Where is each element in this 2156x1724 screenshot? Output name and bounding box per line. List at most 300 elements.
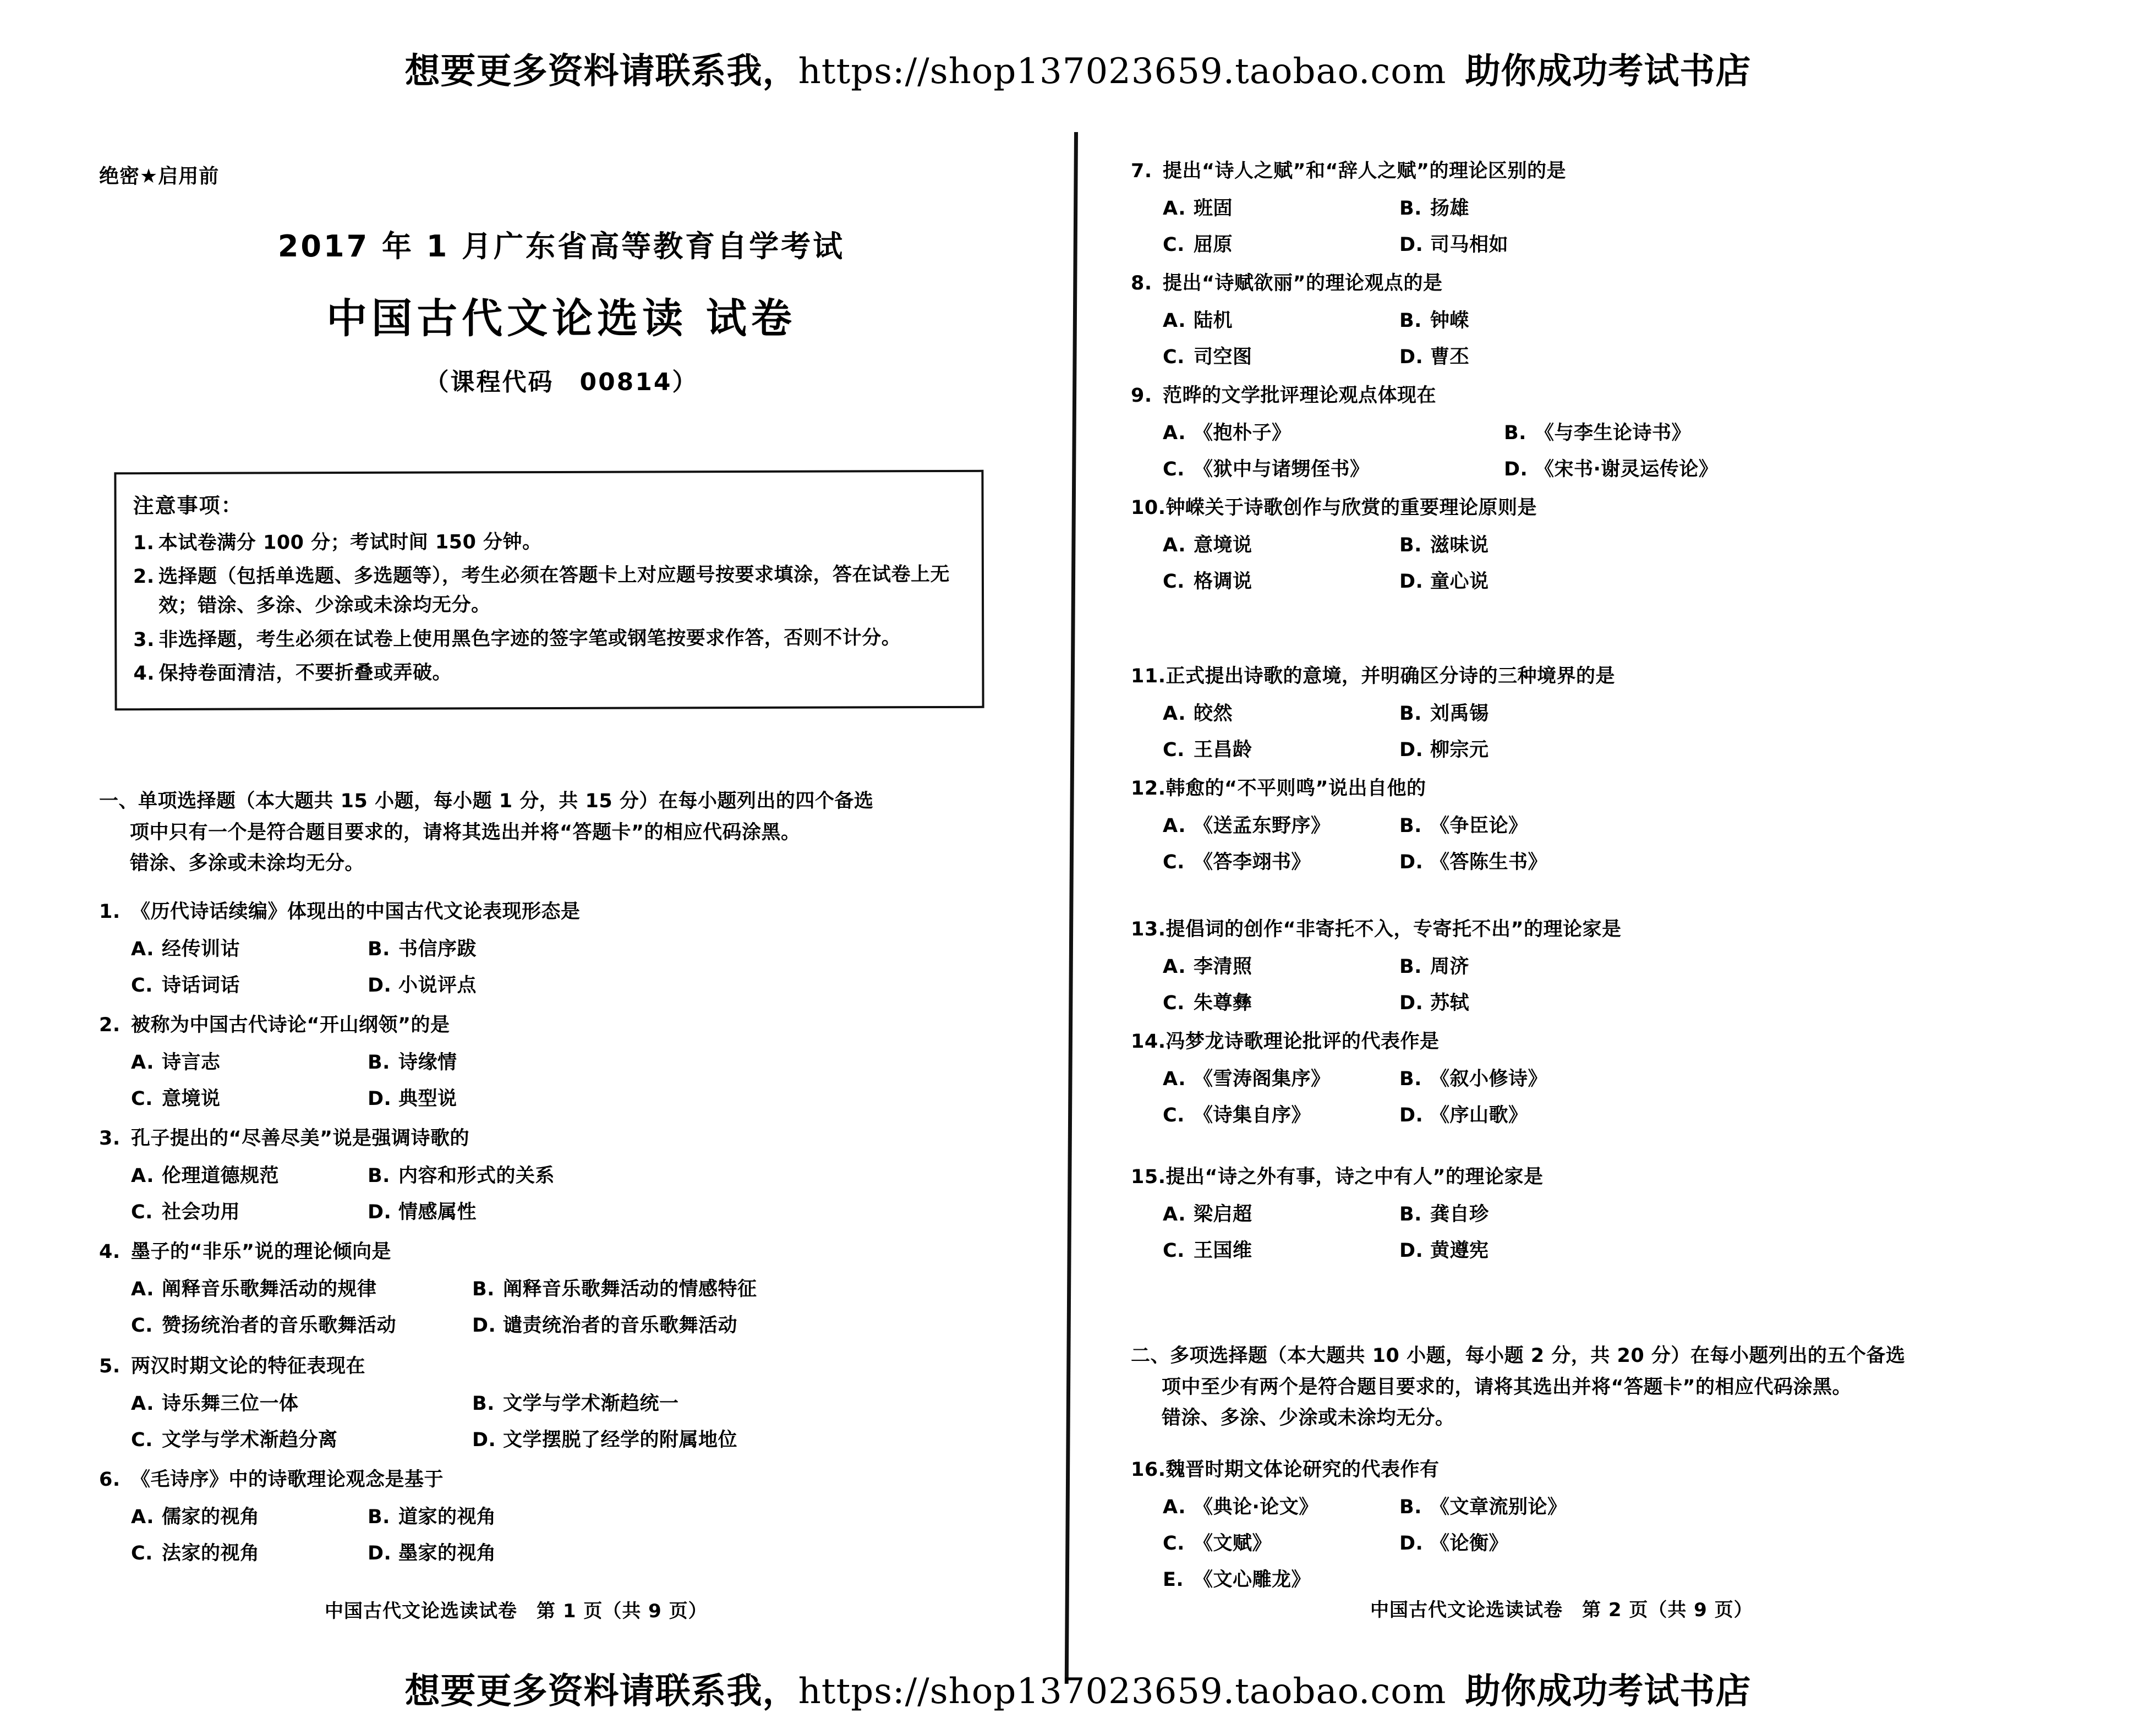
question-text: 被称为中国古代诗论“开山纲领”的是 <box>131 1014 450 1036</box>
question-text: 提出“诗之外有事，诗之中有人”的理论家是 <box>1165 1166 1544 1188</box>
option-label: A. <box>131 1164 155 1187</box>
question-text: 孔子提出的“尽善尽美”说是强调诗歌的 <box>131 1128 470 1150</box>
notice-item <box>133 623 965 654</box>
option-text: 伦理道德规范 <box>162 1164 280 1187</box>
question-number: 5. <box>99 1355 121 1377</box>
option-row <box>99 1201 1035 1224</box>
option-label: A. <box>1163 422 1186 444</box>
option-text: 王国维 <box>1194 1239 1252 1262</box>
option-row <box>1131 1104 2094 1127</box>
option-label: D. <box>1399 346 1424 368</box>
option-label: D. <box>368 1087 392 1110</box>
option-text: 情感属性 <box>398 1201 477 1223</box>
option-text: 《文心雕龙》 <box>1194 1568 1311 1591</box>
notice-item-number: 1. <box>133 532 155 555</box>
option-label: C. <box>1163 346 1185 368</box>
question-text: 提出“诗赋欲丽”的理论观点的是 <box>1163 272 1443 294</box>
option-text: 童心说 <box>1430 570 1489 593</box>
question-item <box>1131 665 2094 762</box>
question-item <box>99 1468 1035 1565</box>
option-row <box>1131 1239 2094 1262</box>
notice-item-number: 3. <box>133 628 155 651</box>
option-text: 诗乐舞三位一体 <box>162 1392 299 1415</box>
option-label: A. <box>131 1506 155 1528</box>
notice-item-number: 2. <box>133 566 155 588</box>
option-label: B. <box>1399 1203 1422 1225</box>
option-c[interactable] <box>1131 851 1399 874</box>
option-label: C. <box>131 974 153 997</box>
option-label: D. <box>1399 992 1424 1014</box>
question-stem <box>1131 918 2094 942</box>
watermark-shop-name: 助你成功考试书店 <box>1465 51 1752 92</box>
option-d[interactable] <box>1399 738 2094 762</box>
option-a[interactable] <box>1131 702 1399 725</box>
watermark-url: https://shop137023659.taobao.com <box>798 51 1447 92</box>
option-b[interactable] <box>368 1164 1035 1187</box>
question-number: 15. <box>1131 1166 1166 1188</box>
option-label: A. <box>1163 814 1186 837</box>
option-d[interactable] <box>1399 1239 2094 1262</box>
question-text: 钟嵘关于诗歌创作与欣赏的重要理论原则是 <box>1165 497 1537 519</box>
question-stem <box>1131 272 2094 296</box>
notice-item <box>133 527 965 558</box>
option-label: C. <box>1163 851 1185 873</box>
option-c[interactable] <box>1131 346 1399 369</box>
question-text: 提倡词的创作“非寄托不入，专寄托不出”的理论家是 <box>1165 918 1622 940</box>
option-label: A. <box>1163 1203 1186 1225</box>
option-row <box>1131 955 2094 978</box>
option-label: A. <box>1163 702 1186 725</box>
question-stem <box>1131 777 2094 801</box>
option-e[interactable] <box>1131 1568 1311 1591</box>
option-text: 皎然 <box>1194 702 1233 725</box>
option-text: 《诗集自序》 <box>1194 1104 1311 1126</box>
option-d[interactable] <box>368 1087 1035 1110</box>
question-item <box>99 1014 1035 1110</box>
option-label: B. <box>368 1506 390 1528</box>
option-text: 谴责统治者的音乐歌舞活动 <box>503 1314 738 1337</box>
option-d[interactable] <box>1504 458 2094 481</box>
option-c[interactable] <box>1131 233 1399 256</box>
option-text: 《答陈生书》 <box>1430 851 1548 873</box>
option-text: 《雪涛阁集序》 <box>1194 1068 1331 1090</box>
notice-item-number: 4. <box>133 662 155 685</box>
question-item <box>1131 1458 2094 1591</box>
question-item <box>1131 160 2094 256</box>
question-number: 6. <box>99 1469 121 1491</box>
option-text: 《宋书·谢灵运传论》 <box>1535 458 1719 480</box>
option-text: 《文章流别论》 <box>1430 1496 1567 1518</box>
option-text: 王昌龄 <box>1194 738 1252 761</box>
option-label: C. <box>1163 1239 1185 1262</box>
question-text: 两汉时期文论的特征表现在 <box>131 1355 366 1377</box>
bottom-watermark <box>0 1663 2156 1714</box>
page-title: 中国古代文论选读 试卷 <box>326 295 796 342</box>
watermark-shop-name: 助你成功考试书店 <box>1465 1671 1752 1712</box>
option-c[interactable] <box>99 1087 368 1110</box>
option-text: 《狱中与诸甥侄书》 <box>1194 458 1370 480</box>
option-row <box>1131 233 2094 256</box>
option-text: 《叙小修诗》 <box>1430 1068 1548 1090</box>
option-b[interactable] <box>1399 309 2094 332</box>
option-row <box>1131 458 2094 481</box>
section-heading-single-choice <box>99 786 1035 879</box>
option-text: 扬雄 <box>1430 197 1470 220</box>
option-text: 司空图 <box>1194 346 1252 368</box>
option-text: 阐释音乐歌舞活动的规律 <box>162 1278 377 1300</box>
option-b[interactable] <box>1504 422 2094 445</box>
option-c[interactable] <box>1131 1239 1399 1262</box>
question-item <box>1131 384 2094 481</box>
question-stem <box>1131 1165 2094 1190</box>
option-text: 陆机 <box>1194 309 1233 332</box>
right-page <box>1131 0 2121 1724</box>
option-a[interactable] <box>1131 1203 1399 1226</box>
question-number: 4. <box>99 1241 121 1263</box>
question-item <box>1131 1030 2094 1127</box>
question-stem <box>1131 1030 2094 1054</box>
option-b[interactable] <box>472 1392 1035 1415</box>
option-label: C. <box>1163 458 1185 480</box>
option-label: B. <box>1399 197 1422 220</box>
option-row <box>1131 346 2094 369</box>
question-item <box>1131 272 2094 369</box>
option-text: 文学与学术渐趋统一 <box>503 1392 679 1415</box>
option-c[interactable] <box>1131 458 1504 481</box>
option-text: 文学摆脱了经学的附属地位 <box>503 1429 738 1451</box>
option-d[interactable] <box>1399 1532 2094 1555</box>
question-text: 提出“诗人之赋”和“辞人之赋”的理论区别的是 <box>1163 160 1567 182</box>
option-c[interactable] <box>99 974 368 997</box>
question-text: 墨子的“非乐”说的理论倾向是 <box>131 1241 392 1263</box>
option-a[interactable] <box>1131 422 1504 445</box>
option-label: D. <box>1399 851 1424 873</box>
option-label: A. <box>1163 955 1186 978</box>
option-text: 典型说 <box>398 1087 457 1110</box>
option-label: B. <box>1399 1068 1422 1090</box>
question-item <box>1131 918 2094 1015</box>
option-b[interactable] <box>1399 955 2094 978</box>
option-text: 司马相如 <box>1430 233 1509 256</box>
option-c[interactable] <box>99 1542 368 1565</box>
question-text: 魏晋时期文体论研究的代表作有 <box>1165 1459 1440 1481</box>
option-label: A. <box>1163 1496 1186 1518</box>
option-d[interactable] <box>1399 233 2094 256</box>
question-stem <box>99 1014 1035 1038</box>
option-text: 黄遵宪 <box>1430 1239 1489 1262</box>
option-c[interactable] <box>99 1314 472 1337</box>
option-text: 《典论·论文》 <box>1194 1496 1318 1518</box>
question-text: 《历代诗话续编》体现出的中国古代文论表现形态是 <box>131 901 581 923</box>
option-row <box>99 938 1035 961</box>
option-d[interactable] <box>472 1429 1035 1452</box>
question-number: 8. <box>1131 272 1152 294</box>
question-text: 韩愈的“不平则鸣”说出自他的 <box>1165 778 1426 800</box>
notice-item-text: 选择题（包括单选题、多选题等），考生必须在答题卡上对应题号按要求填涂，答在试卷上无效；错涂、多涂、少涂或未涂均无分。 <box>158 563 950 617</box>
option-label: D. <box>1399 1532 1424 1555</box>
option-row <box>1131 992 2094 1015</box>
watermark-lead-text: 想要更多资料请联系我， <box>404 1671 798 1712</box>
option-text: 道家的视角 <box>398 1506 496 1528</box>
section-heading-line3: 错涂、多涂、少涂或未涂均无分。 <box>1162 1407 1455 1430</box>
option-label: C. <box>131 1429 153 1451</box>
question-stem <box>1131 665 2094 689</box>
watermark-lead-text: 想要更多资料请联系我， <box>404 51 798 92</box>
question-number: 9. <box>1131 385 1152 407</box>
option-text: 法家的视角 <box>162 1542 260 1564</box>
option-label: C. <box>131 1314 153 1337</box>
question-item <box>99 1240 1035 1337</box>
option-text: 《序山歌》 <box>1430 1104 1528 1126</box>
option-text: 班固 <box>1194 197 1233 220</box>
option-row <box>99 1278 1035 1301</box>
question-number: 10. <box>1131 497 1166 519</box>
question-item <box>99 1355 1035 1452</box>
option-c[interactable] <box>1131 1104 1399 1127</box>
option-d[interactable] <box>1399 570 2094 593</box>
option-label: B. <box>1399 534 1422 556</box>
option-label: D. <box>1399 1104 1424 1126</box>
question-number: 16. <box>1131 1459 1166 1481</box>
option-text: 文学与学术渐趋分离 <box>162 1429 338 1451</box>
option-label: B. <box>472 1392 495 1415</box>
option-d[interactable] <box>1399 851 2094 874</box>
option-label: D. <box>472 1314 496 1337</box>
left-page-footer: 中国古代文论选读试卷 第 1 页（共 9 页） <box>325 1600 708 1622</box>
option-label: A. <box>131 1278 155 1300</box>
option-text: 书信序跋 <box>398 938 477 960</box>
option-d[interactable] <box>368 974 1035 997</box>
question-text: 冯梦龙诗歌理论批评的代表作是 <box>1165 1031 1440 1053</box>
option-a[interactable] <box>99 1506 368 1529</box>
question-item <box>1131 496 2094 593</box>
option-label: B. <box>1399 1496 1422 1518</box>
option-label: D. <box>368 1201 392 1223</box>
option-text: 诗缘情 <box>398 1051 457 1074</box>
option-a[interactable] <box>1131 955 1399 978</box>
option-label: D. <box>368 974 392 997</box>
option-row <box>99 1506 1035 1529</box>
option-label: C. <box>1163 570 1185 593</box>
option-label: A. <box>131 1392 155 1415</box>
option-b[interactable] <box>368 938 1035 961</box>
option-row <box>99 1087 1035 1110</box>
option-d[interactable] <box>472 1314 1035 1337</box>
question-stem <box>99 1240 1035 1265</box>
option-text: 李清照 <box>1194 955 1252 978</box>
option-row <box>99 1164 1035 1187</box>
option-a[interactable] <box>99 1392 472 1415</box>
option-row <box>1131 738 2094 762</box>
option-b[interactable] <box>1399 814 2094 838</box>
question-stem <box>1131 384 2094 408</box>
option-text: 《送孟东野序》 <box>1194 814 1331 837</box>
option-text: 诗言志 <box>162 1051 221 1074</box>
option-a[interactable] <box>1131 1068 1399 1091</box>
section-heading-line2: 项中只有一个是符合题目要求的，请将其选出并将“答题卡”的相应代码涂黑。 <box>130 821 801 844</box>
option-label: B. <box>1504 422 1526 444</box>
question-text: 范晔的文学批评理论观点体现在 <box>1163 385 1437 407</box>
option-row <box>1131 702 2094 725</box>
option-row <box>99 1542 1035 1565</box>
section-heading-line1: 二、多项选择题（本大题共 10 小题，每小题 2 分，共 20 分）在每小题列出的五个备选 <box>1131 1345 1906 1367</box>
option-c[interactable] <box>1131 992 1399 1015</box>
option-text: 《答李翊书》 <box>1194 851 1311 873</box>
option-row <box>1131 309 2094 332</box>
option-text: 曹丕 <box>1430 346 1470 368</box>
option-a[interactable] <box>1131 814 1399 838</box>
option-row <box>99 974 1035 997</box>
question-item <box>99 1127 1035 1224</box>
confidential-label: 绝密★启用前 <box>99 165 220 188</box>
option-b[interactable] <box>1399 702 2094 725</box>
option-text: 《文赋》 <box>1194 1532 1272 1555</box>
option-label: B. <box>1399 814 1422 837</box>
option-text: 阐释音乐歌舞活动的情感特征 <box>503 1278 757 1300</box>
question-text: 正式提出诗歌的意境，并明确区分诗的三种境界的是 <box>1165 665 1616 687</box>
option-text: 龚自珍 <box>1430 1203 1489 1225</box>
option-c[interactable] <box>1131 570 1399 593</box>
option-row <box>1131 814 2094 838</box>
option-text: 刘禹锡 <box>1430 702 1489 725</box>
option-label: C. <box>1163 1104 1185 1126</box>
option-d[interactable] <box>1399 1104 2094 1127</box>
option-text: 社会功用 <box>162 1201 240 1223</box>
notice-item-text: 本试卷满分 100 分；考试时间 150 分钟。 <box>158 531 542 554</box>
option-b[interactable] <box>1399 1203 2094 1226</box>
option-label: B. <box>1399 702 1422 725</box>
option-label: C. <box>131 1201 153 1223</box>
exam-session-line: 2017 年 1 月广东省高等教育自学考试 <box>277 229 845 264</box>
question-text: 《毛诗序》中的诗歌理论观念是基于 <box>131 1469 444 1491</box>
option-label: A. <box>1163 197 1186 220</box>
option-text: 格调说 <box>1194 570 1252 593</box>
notice-title: 注意事项： <box>133 493 243 518</box>
option-d[interactable] <box>368 1542 1035 1565</box>
notice-box <box>114 470 984 710</box>
option-row <box>99 1392 1035 1415</box>
option-text: 墨家的视角 <box>398 1542 496 1564</box>
option-label: C. <box>1163 992 1185 1014</box>
option-row <box>1131 570 2094 593</box>
question-stem <box>99 1355 1035 1379</box>
option-text: 诗话词话 <box>162 974 240 997</box>
option-text: 意境说 <box>162 1087 221 1110</box>
option-b[interactable] <box>1399 1496 2094 1519</box>
option-row <box>99 1314 1035 1337</box>
option-text: 《与李生论诗书》 <box>1535 422 1692 444</box>
option-text: 赞扬统治者的音乐歌舞活动 <box>162 1314 397 1337</box>
option-label: C. <box>1163 1532 1185 1555</box>
option-b[interactable] <box>1399 534 2094 557</box>
option-label: E. <box>1163 1568 1184 1591</box>
option-row <box>1131 1532 2094 1555</box>
option-row <box>1131 422 2094 445</box>
option-row <box>1131 197 2094 220</box>
question-number: 7. <box>1131 160 1152 182</box>
option-label: B. <box>1399 955 1422 978</box>
section-heading-line3: 错涂、多涂或未涂均无分。 <box>130 852 365 875</box>
option-label: C. <box>1163 738 1185 761</box>
option-a[interactable] <box>99 938 368 961</box>
section-heading-multi-choice <box>1131 1340 2116 1434</box>
option-a[interactable] <box>99 1051 368 1074</box>
option-label: A. <box>1163 534 1186 556</box>
option-b[interactable] <box>472 1278 1035 1301</box>
option-row <box>99 1051 1035 1074</box>
option-text: 朱尊彝 <box>1194 992 1252 1014</box>
option-label: B. <box>472 1278 495 1300</box>
option-c[interactable] <box>99 1201 368 1224</box>
option-c[interactable] <box>99 1429 472 1452</box>
option-a[interactable] <box>99 1278 472 1301</box>
question-stem <box>1131 160 2094 184</box>
option-label: C. <box>131 1542 153 1564</box>
notice-item-text: 非选择题，考生必须在试卷上使用黑色字迹的签字笔或钢笔按要求作答，否则不计分。 <box>158 626 901 651</box>
option-label: D. <box>1399 233 1424 256</box>
option-row <box>1131 1496 2094 1519</box>
question-number: 1. <box>99 901 121 923</box>
option-text: 柳宗元 <box>1430 738 1489 761</box>
option-b[interactable] <box>1399 197 2094 220</box>
option-d[interactable] <box>1399 992 2094 1015</box>
option-b[interactable] <box>368 1506 1035 1529</box>
option-text: 《抱朴子》 <box>1194 422 1292 444</box>
question-number: 3. <box>99 1128 121 1150</box>
option-row <box>1131 534 2094 557</box>
option-d[interactable] <box>368 1201 1035 1224</box>
option-label: D. <box>1504 458 1528 480</box>
option-d[interactable] <box>1399 346 2094 369</box>
option-label: B. <box>368 938 390 960</box>
option-text: 滋味说 <box>1430 534 1489 556</box>
option-text: 小说评点 <box>398 974 477 997</box>
option-label: D. <box>1399 570 1424 593</box>
option-c[interactable] <box>1131 738 1399 762</box>
option-row <box>99 1429 1035 1452</box>
option-text: 意境说 <box>1194 534 1252 556</box>
notice-item <box>133 560 965 621</box>
option-a[interactable] <box>99 1164 368 1187</box>
option-label: C. <box>1163 233 1185 256</box>
option-b[interactable] <box>1399 1068 2094 1091</box>
option-row <box>1131 1568 2094 1591</box>
option-a[interactable] <box>1131 1496 1399 1519</box>
option-a[interactable] <box>1131 534 1399 557</box>
question-number: 12. <box>1131 778 1166 800</box>
option-text: 经传训诂 <box>162 938 240 960</box>
option-text: 苏轼 <box>1430 992 1470 1014</box>
question-number: 11. <box>1131 665 1166 687</box>
option-c[interactable] <box>1131 1532 1399 1555</box>
option-label: D. <box>1399 738 1424 761</box>
question-number: 13. <box>1131 918 1166 940</box>
option-text: 《论衡》 <box>1430 1532 1509 1555</box>
option-label: D. <box>1399 1239 1424 1262</box>
question-stem <box>1131 496 2094 521</box>
notice-item-text: 保持卷面清洁，不要折叠或弄破。 <box>158 661 452 685</box>
question-number: 2. <box>99 1014 121 1036</box>
question-stem <box>99 900 1035 924</box>
course-code: （课程代码 00814） <box>424 368 698 396</box>
option-a[interactable] <box>1131 309 1399 332</box>
option-label: B. <box>1399 309 1422 332</box>
option-row <box>1131 851 2094 874</box>
option-b[interactable] <box>368 1051 1035 1074</box>
option-label: C. <box>131 1087 153 1110</box>
option-a[interactable] <box>1131 197 1399 220</box>
option-label: A. <box>131 938 155 960</box>
